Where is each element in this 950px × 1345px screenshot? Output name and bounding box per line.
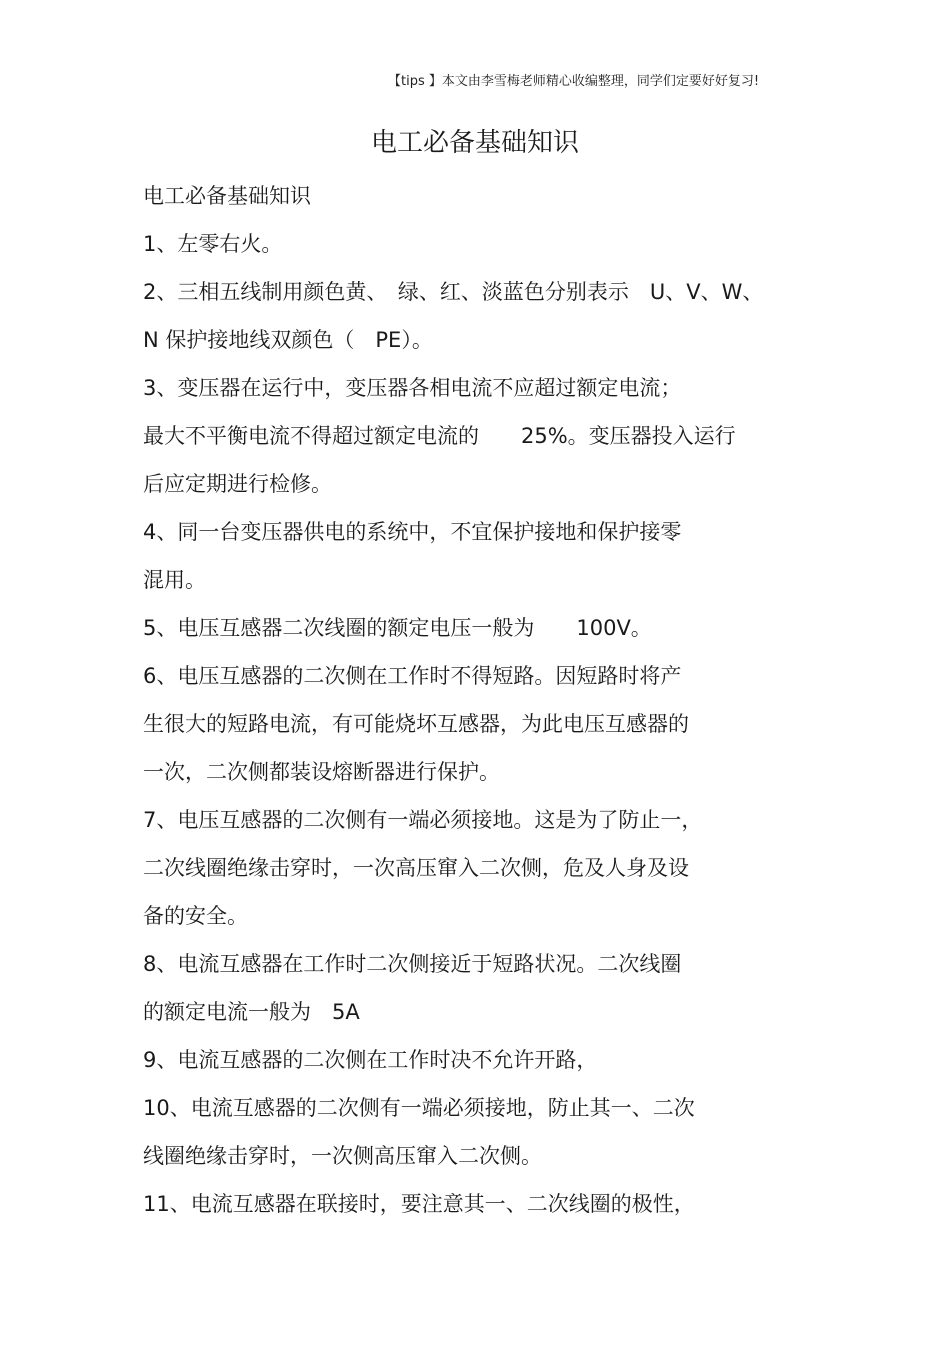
text-line: 生很大的短路电流，有可能烧坏互感器，为此电压互感器的 (143, 712, 689, 736)
text-line: 最大不平衡电流不得超过额定电流的 25%。变压器投入运行 (143, 424, 736, 448)
text-line: 备的安全。 (143, 904, 248, 928)
document-title: 电工必备基础知识 (370, 128, 579, 158)
text-line: 9、电流互感器的二次侧在工作时决不允许开路， (143, 1048, 598, 1072)
text-line: N 保护接地线双颜色（ PE）。 (143, 328, 433, 352)
text-line: 1、左零右火。 (143, 232, 283, 256)
text-line: 线圈绝缘击穿时，一次侧高压窜入二次侧。 (143, 1144, 542, 1168)
text-line: 混用。 (143, 568, 206, 592)
text-line: 6、电压互感器的二次侧在工作时不得短路。因短路时将产 (143, 664, 682, 688)
text-line: 后应定期进行检修。 (143, 472, 332, 496)
text-line: 7、电压互感器的二次侧有一端必须接地。这是为了防止一， (143, 808, 703, 832)
text-line: 11、电流互感器在联接时，要注意其一、二次线圈的极性， (143, 1192, 695, 1216)
text-line: 的额定电流一般为 5A (143, 1000, 360, 1024)
text-line: 10、电流互感器的二次侧有一端必须接地，防止其一、二次 (143, 1096, 695, 1120)
text-line: 4、同一台变压器供电的系统中，不宜保护接地和保护接零 (143, 520, 682, 544)
tips-header: 【tips 】本文由李雪梅老师精心收编整理，同学们定要好好复习! (388, 74, 760, 89)
text-line: 5、电压互感器二次线圈的额定电压一般为 100V。 (143, 616, 652, 640)
text-line: 电工必备基础知识 (143, 184, 311, 208)
text-line: 二次线圈绝缘击穿时，一次高压窜入二次侧，危及人身及设 (143, 856, 689, 880)
text-line: 3、变压器在运行中，变压器各相电流不应超过额定电流； (143, 376, 682, 400)
text-line: 2、三相五线制用颜色黄、 绿、红、淡蓝色分别表示 U、V、W、 (143, 280, 764, 304)
text-line: 8、电流互感器在工作时二次侧接近于短路状况。二次线圈 (143, 952, 682, 976)
text-line: 一次，二次侧都装设熔断器进行保护。 (143, 760, 500, 784)
